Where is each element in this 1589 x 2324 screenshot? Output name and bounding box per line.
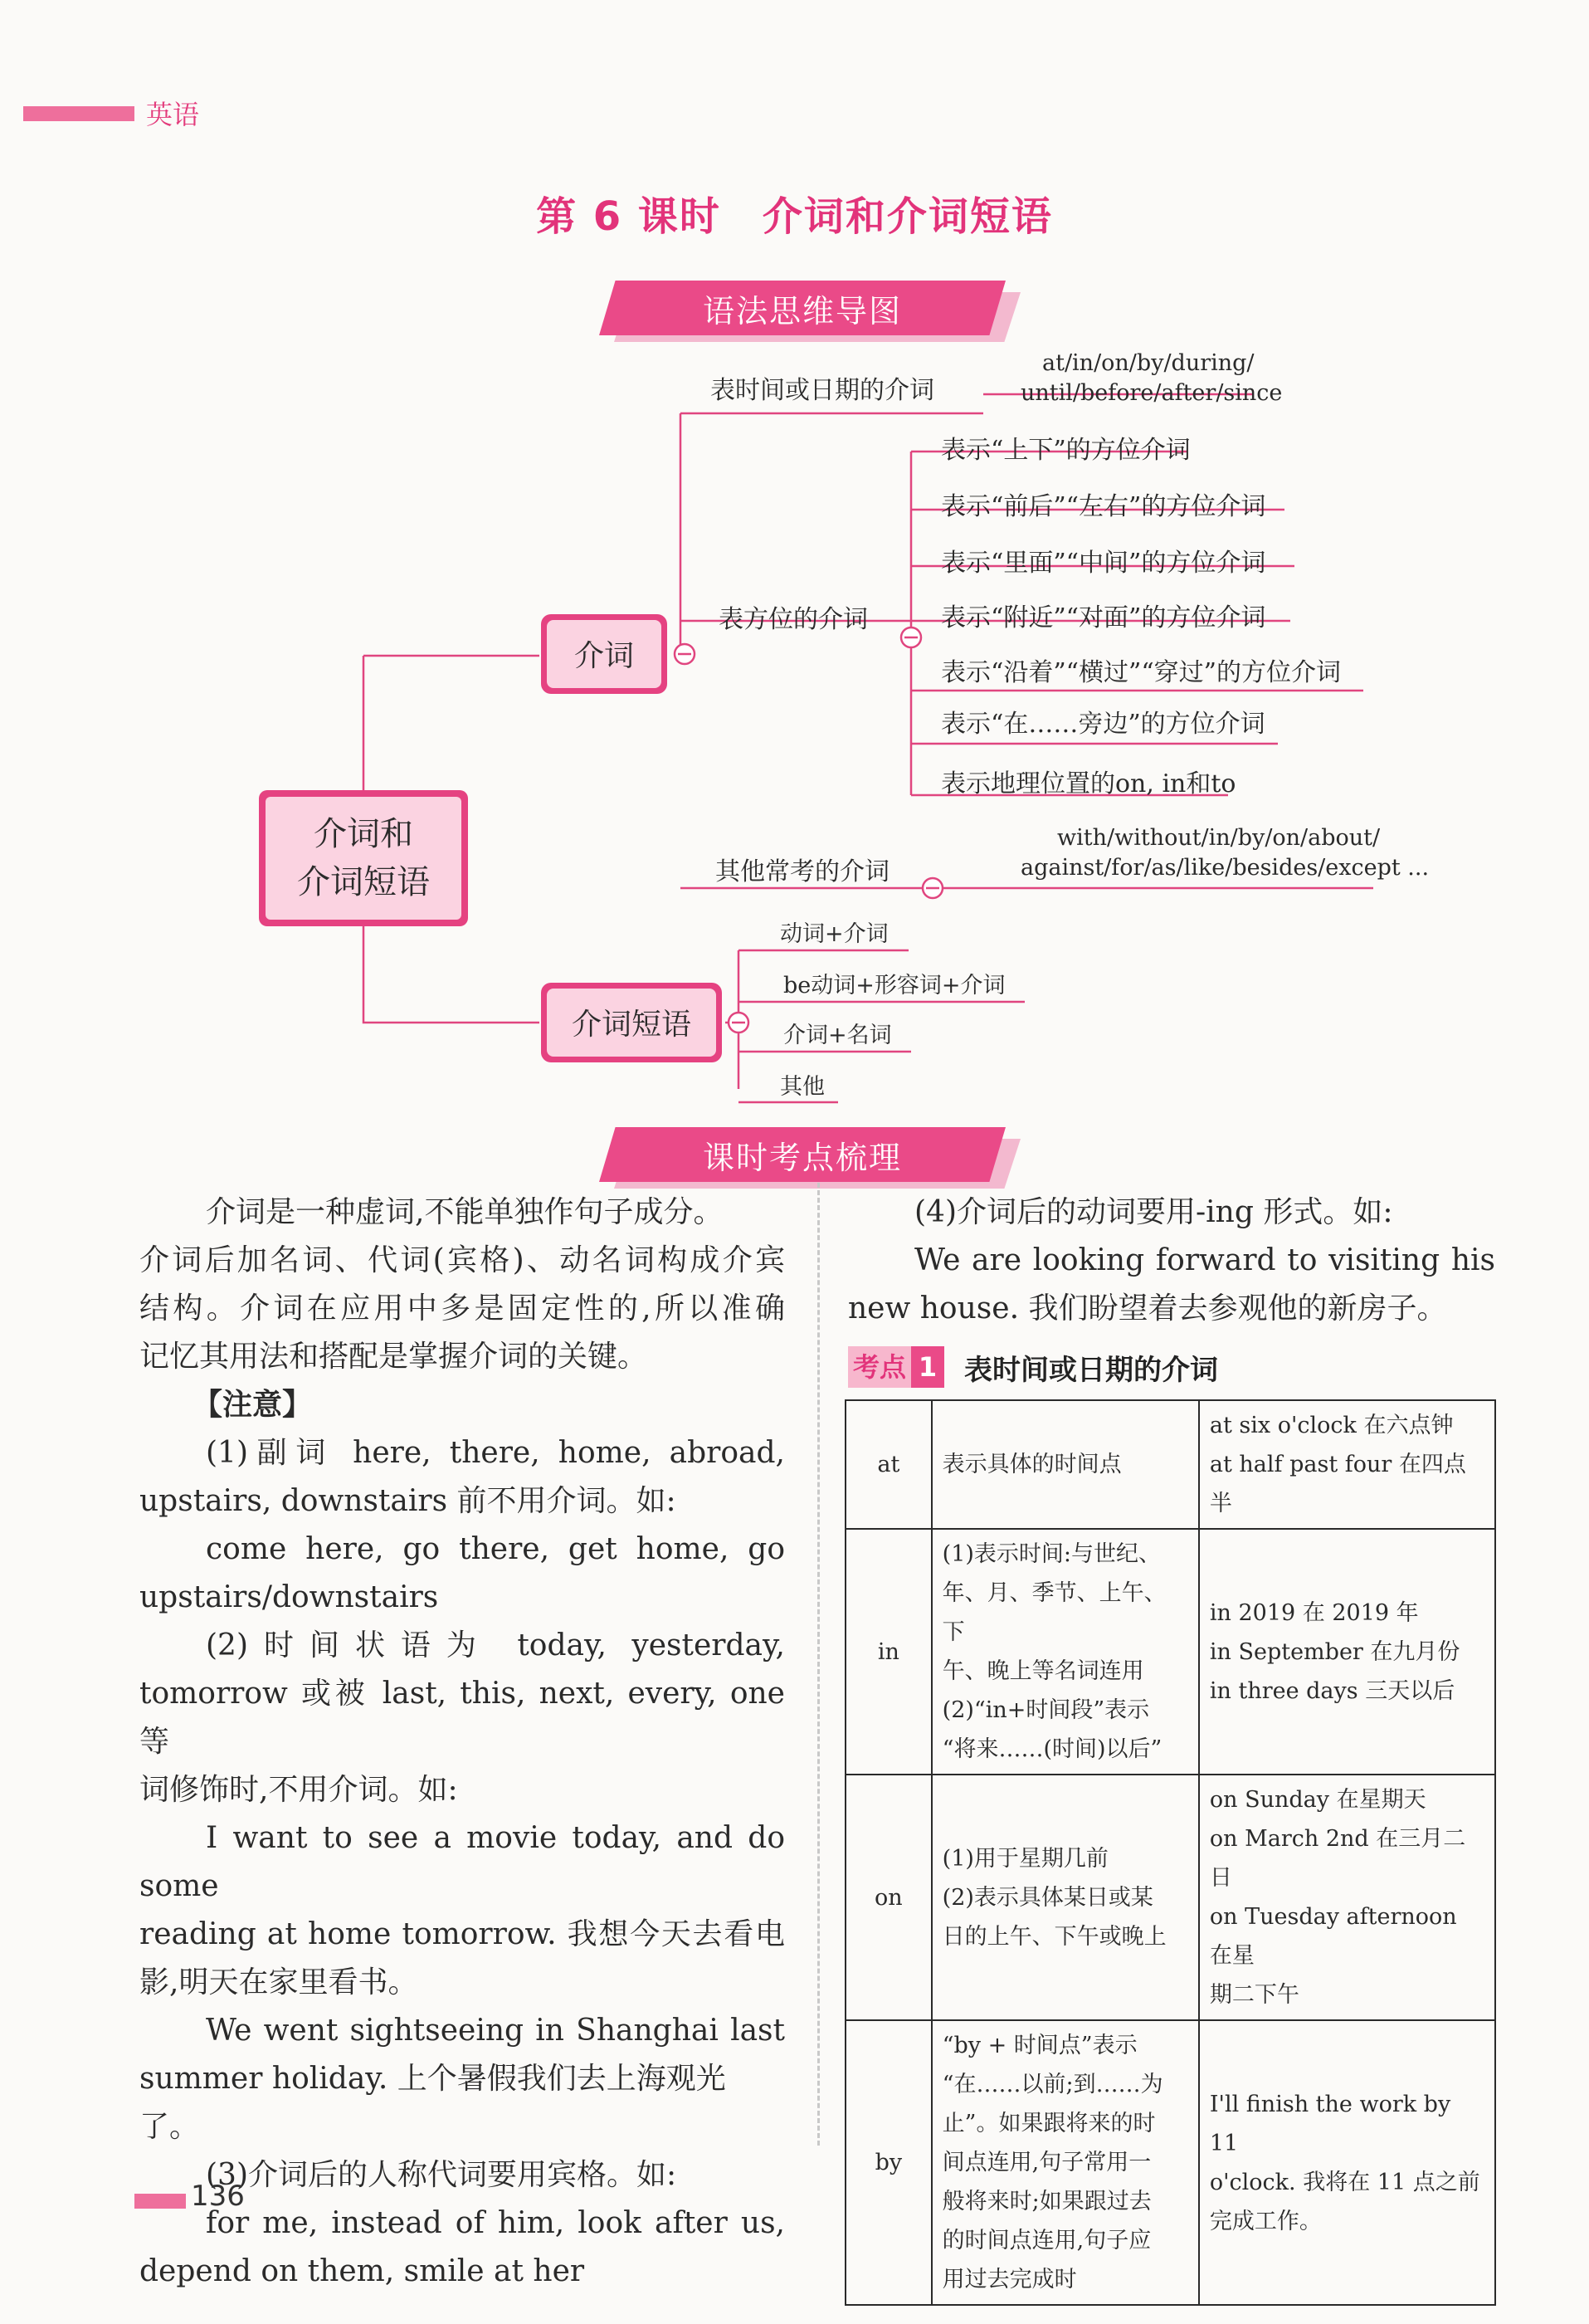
place-item-2: 表示“前后”“左右”的方位介词 xyxy=(941,492,1266,521)
phrase-item-1: 动词+介词 xyxy=(780,921,889,947)
table-examples xyxy=(1199,1529,1495,1775)
lesson-number: 第 6 课时 xyxy=(536,193,721,240)
usage-line: 用过去完成时 xyxy=(942,2267,1077,2292)
note3-example-1: for me, instead of him, look after us, xyxy=(206,2206,785,2240)
example-line: 完成工作。 xyxy=(1209,2208,1322,2234)
usage-line: (2)表示具体某日或某 xyxy=(942,1884,1153,1911)
left-column xyxy=(139,1189,785,2296)
subject-label: 英语 xyxy=(146,99,200,130)
note3-example-2: depend on them, smile at her xyxy=(139,2254,585,2288)
note4-example-2: new house. 我们盼望着去参观他的新房子。 xyxy=(848,1291,1447,1326)
place-item-6: 表示“在……旁边”的方位介词 xyxy=(941,710,1265,739)
example-line: 期二下午 xyxy=(1209,1982,1299,2008)
key-points-banner xyxy=(599,1127,1006,1182)
phrase-item-3: 介词+名词 xyxy=(783,1023,892,1048)
note1-line-2: upstairs, downstairs 前不用介词。如: xyxy=(139,1484,676,1518)
example-line: at half past four 在四点半 xyxy=(1209,1452,1466,1516)
table-examples xyxy=(1199,1775,1495,2020)
note2-line-3: 词修饰时,不用介词。如: xyxy=(139,1773,458,1807)
table-row xyxy=(846,1400,1495,1529)
table-word: at xyxy=(846,1400,932,1529)
note2-line-1: (2)时间状语为 today, yesterday, xyxy=(206,1628,785,1662)
root-line1: 介词和 xyxy=(314,815,413,853)
place-item-1: 表示“上下”的方位介词 xyxy=(941,436,1191,465)
table-word: by xyxy=(846,2020,932,2305)
other-prep-detail-2: against/for/as/like/besides/except ... xyxy=(1021,855,1430,881)
usage-line: “by + 时间点”表示 xyxy=(942,2033,1138,2058)
place-item-5: 表示“沿着”“横过”“穿过”的方位介词 xyxy=(941,658,1342,687)
table-row xyxy=(846,2020,1495,2305)
lesson-topic: 介词和介词短语 xyxy=(762,193,1053,240)
kaodian-label: 考点 xyxy=(848,1346,911,1388)
time-prep-detail-1: at/in/on/by/during/ xyxy=(1042,350,1255,376)
example-line: o'clock. 我将在 11 点之前 xyxy=(1209,2169,1480,2195)
table-word: on xyxy=(846,1775,932,2020)
place-item-3: 表示“里面”“中间”的方位介词 xyxy=(941,549,1266,578)
phrase-item-2: be动词+形容词+介词 xyxy=(783,973,1006,998)
key-points-heading: 课时考点梳理 xyxy=(702,1139,902,1176)
example-line: on Tuesday afternoon 在星 xyxy=(1209,1904,1457,1969)
intro-line-4: 记忆其用法和搭配是掌握介词的关键。 xyxy=(139,1340,648,1374)
intro-line-1: 介词是一种虚词,不能单独作句子成分。 xyxy=(206,1195,724,1229)
usage-line: (2)“in+时间段”表示 xyxy=(942,1697,1150,1723)
note2-line-2: tomorrow 或被 last, this, next, every, one 等 xyxy=(139,1677,785,1759)
usage-line: (1)用于星期几前 xyxy=(942,1845,1109,1872)
table-row xyxy=(846,1775,1495,2020)
table-usage xyxy=(932,1775,1199,2020)
mind-map xyxy=(0,0,1589,1145)
usage-line: 般将来时;如果跟过去 xyxy=(942,2189,1152,2214)
usage-line: “在……以前;到……为 xyxy=(942,2072,1163,2097)
intro-line-2: 介词后加名词、代词(宾格)、动名词构成介宾 xyxy=(139,1243,785,1277)
place-item-7: 表示地理位置的on, in和to xyxy=(941,769,1236,798)
phrase-item-4: 其他 xyxy=(780,1074,825,1100)
note2-example1-2: reading at home tomorrow. 我想今天去看电 xyxy=(139,1917,785,1951)
usage-line: 的时间点连用,句子应 xyxy=(942,2228,1152,2253)
other-prep-label: 其他常考的介词 xyxy=(715,857,890,886)
mind-map-heading: 语法思维导图 xyxy=(702,292,902,330)
note3-line: (3)介词后的人称代词要用宾格。如: xyxy=(206,2158,677,2192)
usage-line: “将来……(时间)以后” xyxy=(942,1736,1163,1762)
note2-example1-1: I want to see a movie today, and do some xyxy=(139,1821,785,1903)
usage-line: 午、晚上等名词连用 xyxy=(942,1658,1144,1684)
note1-example-1: come here, go there, get home, go xyxy=(206,1532,785,1566)
table-row xyxy=(846,1529,1495,1775)
intro-line-3: 结构。介词在应用中多是固定性的,所以准确 xyxy=(139,1291,785,1326)
time-prep-table xyxy=(845,1399,1496,2306)
kaodian-header xyxy=(848,1346,1218,1388)
prep-label: 介词 xyxy=(573,639,635,673)
column-divider xyxy=(817,1183,820,2146)
table-usage xyxy=(932,2020,1199,2305)
table-usage xyxy=(932,1529,1199,1775)
time-prep-label: 表时间或日期的介词 xyxy=(710,376,934,405)
place-item-4: 表示“附近”“对面”的方位介词 xyxy=(941,603,1266,632)
other-prep-detail-1: with/without/in/by/on/about/ xyxy=(1057,825,1381,851)
usage-line: 日的上午、下午或晚上 xyxy=(942,1923,1167,1950)
time-prep-detail-2: until/before/after/since xyxy=(1021,380,1283,406)
note2-example2-1: We went sightseeing in Shanghai last xyxy=(206,2014,785,2048)
example-line: at six o'clock 在六点钟 xyxy=(1209,1413,1454,1438)
example-line: in 2019 在 2019 年 xyxy=(1209,1599,1419,1626)
example-line: on March 2nd 在三月二日 xyxy=(1209,1826,1466,1891)
usage-line: (1)表示时间:与世纪、 xyxy=(942,1541,1162,1567)
place-prep-label: 表方位的介词 xyxy=(719,605,868,634)
note4-example-1: We are looking forward to visiting his xyxy=(914,1243,1495,1277)
usage-line: 年、月、季节、上午、下 xyxy=(942,1580,1167,1645)
phrase-label: 介词短语 xyxy=(571,1008,692,1042)
note1-line-1: (1)副词 here, there, home, abroad, xyxy=(206,1436,785,1470)
page-number-bar xyxy=(134,2194,186,2209)
note2-example1-3: 影,明天在家里看书。 xyxy=(139,1965,418,1999)
example-line: in three days 三天以后 xyxy=(1209,1677,1455,1704)
kaodian-title: 表时间或日期的介词 xyxy=(964,1353,1219,1387)
note2-example2-2: summer holiday. 上个暑假我们去上海观光了。 xyxy=(139,2062,726,2144)
note-heading: 【注意】 xyxy=(193,1388,313,1422)
right-column xyxy=(848,1189,1495,1333)
note1-example-2: upstairs/downstairs xyxy=(139,1580,439,1614)
usage-line: 间点连用,句子常用一 xyxy=(942,2150,1152,2175)
table-examples xyxy=(1199,2020,1495,2305)
kaodian-number: 1 xyxy=(911,1346,944,1388)
example-line: on Sunday 在星期天 xyxy=(1209,1787,1426,1813)
table-usage xyxy=(932,1400,1199,1529)
example-line: in September 在九月份 xyxy=(1209,1638,1460,1665)
root-line2: 介词短语 xyxy=(297,863,430,901)
page-number: 136 xyxy=(191,2180,245,2213)
usage-line: 止”。如果跟将来的时 xyxy=(942,2111,1156,2136)
note4-line: (4)介词后的动词要用-ing 形式。如: xyxy=(914,1195,1393,1229)
example-line: I'll finish the work by 11 xyxy=(1209,2091,1451,2156)
table-examples xyxy=(1199,1400,1495,1529)
usage-line: 表示具体的时间点 xyxy=(942,1452,1122,1477)
table-word: in xyxy=(846,1529,932,1775)
